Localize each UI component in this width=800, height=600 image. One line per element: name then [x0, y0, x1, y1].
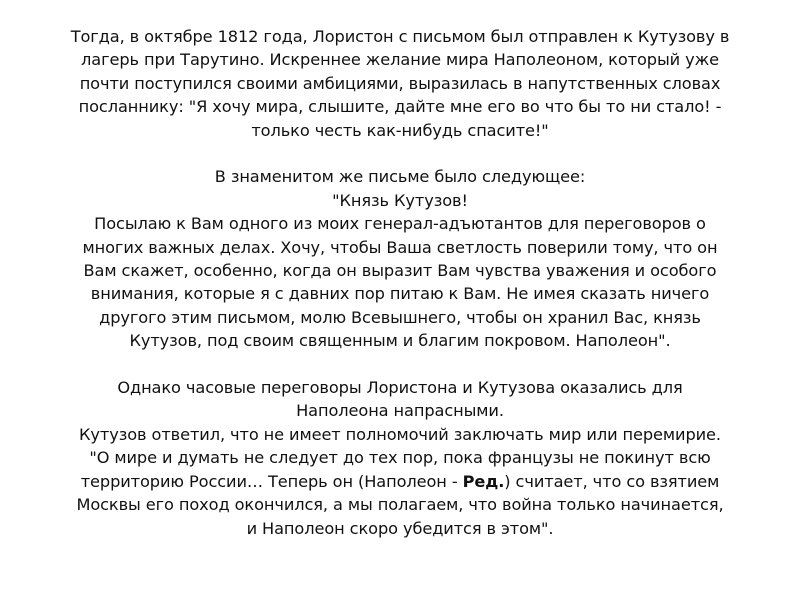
text-line: посланнику: "Я хочу мира, слышите, дайте мне его во что бы то ни стало! -: [78, 97, 722, 117]
text-line: Москвы его поход окончился, а мы полагаем, что война только начинается,: [76, 495, 724, 515]
paragraph-kutuzov-answer: [0, 376, 800, 540]
text-line: другого этим письмом, молю Всевышнего, чтобы он хранил Вас, князь: [99, 307, 701, 327]
text-line: Тогда, в октябре 1812 года, Лористон с письмом был отправлен к Кутузову в: [70, 27, 730, 46]
text-line: Наполеона напрасными.: [296, 401, 504, 421]
text-line: и Наполеон скоро убедится в этом".: [246, 518, 554, 538]
paragraph-lauriston-mission: [0, 25, 800, 142]
text-line: Однако часовые переговоры Лористона и Кутузова оказались для: [117, 378, 683, 398]
text-line: Посылаю к Вам одного из моих генерал-адъютантов для переговоров о: [94, 214, 706, 234]
paragraph-gap: [0, 353, 800, 376]
text-line: Кутузов ответил, что не имеет полномочий заключать мир или перемирие.: [79, 424, 721, 444]
text-line: Кутузов, под своим священным и благим покровом. Наполеон".: [129, 331, 671, 351]
paragraph-napoleon-letter: [0, 165, 800, 352]
text-line: Вам скажет, особенно, когда он выразит Вам чувства уважения и особого: [83, 261, 717, 281]
text-line: многих важных делах. Хочу, чтобы Ваша светлость поверили тому, что он: [82, 237, 718, 257]
editor-note: Ред.: [462, 471, 505, 491]
text-line: "Князь Кутузов!: [332, 190, 468, 210]
text-line: лагерь при Тарутино. Искреннее желание мира Наполеоном, который уже: [81, 50, 719, 70]
text-line: "О мире и думать не следует до тех пор, пока французы не покинут всю: [89, 448, 711, 468]
text-line: В знаменитом же письме было следующее:: [214, 167, 586, 187]
text-fragment: ) считает, что со взятием: [504, 471, 720, 491]
paragraph-gap: [0, 142, 800, 165]
text-line: внимания, которые я с давних пор питаю к Вам. Не имея сказать ничего: [90, 284, 710, 304]
text-line-with-editor-note: [0, 470, 800, 493]
text-line: почти поступился своими амбициями, выразилась в напутственных словах: [79, 73, 721, 93]
text-fragment: территорию России… Теперь он (Наполеон -: [80, 471, 463, 491]
text-line: только честь как-нибудь спасите!": [251, 120, 549, 140]
